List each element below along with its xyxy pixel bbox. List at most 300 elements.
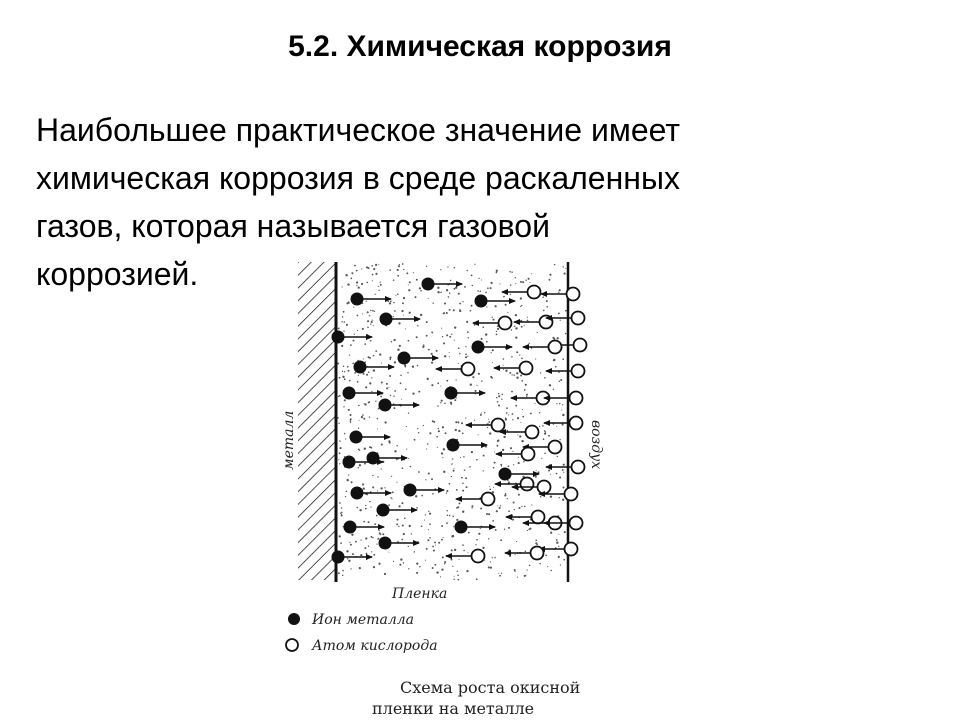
film-dot	[525, 384, 527, 386]
film-dot	[510, 294, 511, 295]
film-dot	[542, 425, 544, 427]
film-dot	[530, 413, 532, 415]
ion-dot	[455, 521, 468, 534]
film-dot	[496, 334, 498, 336]
film-dot	[539, 412, 540, 413]
film-dot	[447, 266, 448, 267]
film-dot	[406, 426, 407, 427]
film-dot	[412, 366, 414, 368]
film-dot	[456, 507, 458, 509]
film-dot	[563, 472, 564, 473]
paragraph-line: химическая коррозия в среде раскаленных	[36, 160, 680, 196]
film-dot	[344, 456, 345, 457]
film-dot	[476, 539, 478, 541]
film-dot	[351, 272, 353, 274]
film-dot	[347, 558, 348, 559]
film-dot	[449, 336, 451, 338]
film-dot	[467, 331, 469, 333]
film-dot	[345, 438, 346, 439]
film-dot	[381, 381, 383, 383]
film-dot	[438, 542, 440, 544]
film-dot	[403, 269, 404, 270]
film-dot	[517, 417, 519, 419]
film-dot	[411, 533, 412, 534]
film-dot	[502, 449, 504, 451]
film-dot	[446, 492, 447, 493]
film-dot	[431, 353, 433, 355]
film-dot	[370, 506, 371, 507]
film-dot	[389, 357, 391, 359]
figure-caption-line2: пленки на металле	[372, 699, 535, 718]
film-dot	[365, 505, 366, 506]
ion-dot	[447, 439, 460, 452]
film-dot	[559, 439, 560, 440]
film-dot	[341, 507, 343, 509]
film-dot	[406, 449, 407, 450]
film-dot	[359, 464, 361, 466]
film-dot	[492, 317, 493, 318]
film-dot	[422, 346, 424, 348]
film-dot	[433, 421, 435, 423]
film-dot	[342, 570, 344, 572]
film-dot	[373, 268, 375, 270]
film-dot	[408, 568, 409, 569]
film-dot	[337, 417, 339, 419]
film-dot	[376, 543, 377, 544]
film-dot	[468, 532, 470, 534]
film-dot	[549, 384, 551, 386]
film-dot	[522, 281, 524, 283]
film-dot	[342, 376, 344, 378]
film-dot	[371, 377, 372, 378]
film-dot	[471, 451, 473, 453]
film-dot	[470, 384, 472, 386]
film-dot	[556, 403, 557, 404]
film-dot	[347, 366, 349, 368]
film-dot	[453, 579, 454, 580]
film-dot	[389, 359, 391, 361]
film-dot	[505, 417, 506, 418]
film-dot	[419, 287, 421, 289]
film-dot	[403, 297, 405, 299]
oxygen-dot	[572, 312, 585, 325]
film-dot	[481, 413, 482, 414]
film-dot	[508, 527, 510, 529]
film-dot	[474, 324, 476, 326]
film-dot	[478, 434, 479, 435]
film-dot	[545, 431, 546, 432]
film-dot	[528, 278, 530, 280]
film-dot	[377, 476, 378, 477]
film-dot	[488, 421, 490, 423]
film-dot	[434, 564, 436, 566]
film-dot	[349, 542, 350, 543]
film-dot	[377, 418, 379, 420]
ion-dot	[445, 387, 458, 400]
film-dot	[556, 539, 558, 541]
film-dot	[354, 333, 355, 334]
film-dot	[373, 554, 375, 556]
film-dot	[559, 497, 560, 498]
film-dot	[451, 549, 453, 551]
oxygen-dot	[570, 417, 583, 430]
film-dot	[500, 283, 501, 284]
film-dot	[525, 279, 526, 280]
oxygen-dot	[499, 317, 512, 330]
film-dot	[372, 486, 374, 488]
film-dot	[398, 265, 400, 267]
film-dot	[353, 340, 355, 342]
oxygen-dot	[462, 363, 475, 376]
film-dot	[503, 358, 505, 360]
film-dot	[453, 470, 455, 472]
film-dot	[438, 430, 440, 432]
film-dot	[464, 469, 466, 471]
film-dot	[393, 561, 394, 562]
film-dot	[564, 273, 566, 275]
film-dot	[453, 468, 454, 469]
ion-dot	[380, 313, 393, 326]
film-dot	[494, 557, 496, 559]
film-dot	[389, 302, 391, 304]
film-dot	[382, 394, 383, 395]
film-dot	[341, 512, 343, 514]
film-dot	[492, 319, 494, 321]
film-dot	[508, 465, 510, 467]
film-dot	[361, 416, 363, 418]
figure-caption-line1: Схема роста окисной	[400, 678, 581, 697]
film-dot	[339, 502, 341, 504]
film-dot	[367, 311, 369, 313]
film-dot	[457, 571, 458, 572]
film-dot	[417, 325, 418, 326]
film-dot	[557, 456, 558, 457]
film-dot	[475, 544, 476, 545]
film-dot	[455, 287, 457, 289]
film-dot	[518, 462, 520, 464]
film-dot	[348, 409, 350, 411]
film-dot	[496, 331, 497, 332]
film-dot	[349, 414, 351, 416]
film-dot	[368, 356, 370, 358]
film-dot	[462, 511, 464, 513]
film-dot	[553, 389, 554, 390]
film-dot	[408, 413, 409, 414]
film-dot	[519, 355, 520, 356]
film-dot	[509, 271, 510, 272]
film-dot	[441, 328, 442, 329]
film-dot	[389, 375, 391, 377]
film-dot	[437, 405, 439, 407]
film-dot	[444, 302, 446, 304]
film-dot	[364, 403, 366, 405]
film-dot	[449, 515, 451, 517]
film-dot	[562, 499, 564, 501]
film-dot	[431, 384, 433, 386]
film-dot	[471, 505, 473, 507]
film-dot	[464, 286, 466, 288]
ion-dot	[332, 331, 345, 344]
film-dot	[488, 566, 490, 568]
film-dot	[525, 551, 527, 553]
film-dot	[407, 372, 408, 373]
film-dot	[549, 274, 551, 276]
film-dot	[560, 379, 562, 381]
film-dot	[465, 417, 466, 418]
film-dot	[366, 374, 368, 376]
film-dot	[526, 396, 527, 397]
film-dot	[346, 491, 348, 493]
film-dot	[514, 326, 515, 327]
film-dot	[440, 386, 441, 387]
film-dot	[469, 466, 471, 468]
film-dot	[454, 326, 456, 328]
oxygen-dot	[492, 419, 505, 432]
film-dot	[446, 522, 448, 524]
film-dot	[358, 428, 359, 429]
film-dot	[350, 418, 352, 420]
film-dot	[408, 289, 410, 291]
film-dot	[340, 447, 342, 449]
film-dot	[529, 528, 531, 530]
film-dot	[508, 414, 509, 415]
film-dot	[535, 359, 536, 360]
film-dot	[406, 272, 408, 274]
film-dot	[371, 551, 372, 552]
film-dot	[516, 377, 518, 379]
film-dot	[378, 264, 379, 265]
ion-dot	[379, 399, 392, 412]
film-dot	[452, 458, 453, 459]
film-dot	[427, 443, 428, 444]
film-dot	[454, 549, 456, 551]
film-dot	[346, 550, 348, 552]
film-dot	[544, 453, 546, 455]
film-dot	[363, 373, 365, 375]
ion-dot	[499, 468, 512, 481]
film-dot	[400, 382, 402, 384]
film-dot	[489, 488, 491, 490]
film-dot	[486, 341, 488, 343]
film-dot	[423, 344, 424, 345]
film-dot	[504, 494, 506, 496]
film-dot	[371, 320, 372, 321]
film-dot	[556, 473, 558, 475]
film-dot	[441, 452, 443, 454]
film-dot	[454, 267, 455, 268]
ion-dot	[351, 293, 364, 306]
film-dot	[346, 302, 348, 304]
film-dot	[516, 541, 517, 542]
film-dot	[412, 392, 414, 394]
film-dot	[352, 553, 354, 555]
oxygen-dot	[526, 426, 539, 439]
film-dot	[394, 310, 396, 312]
film-dot	[493, 487, 494, 488]
oxygen-dot	[482, 493, 495, 506]
film-dot	[498, 404, 500, 406]
film-dot	[338, 396, 339, 397]
film-dot	[500, 539, 502, 541]
film-dot	[450, 403, 452, 405]
paragraph-line: коррозией.	[36, 256, 199, 292]
film-dot	[366, 301, 367, 302]
film-dot	[348, 560, 350, 562]
film-dot	[414, 439, 416, 441]
film-dot	[459, 353, 460, 354]
film-dot	[339, 535, 341, 537]
film-dot	[485, 333, 487, 335]
film-dot	[428, 349, 430, 351]
film-dot	[357, 330, 358, 331]
film-dot	[370, 310, 371, 311]
film-dot	[437, 291, 439, 293]
film-dot	[513, 374, 515, 376]
film-dot	[420, 290, 422, 292]
oxygen-dot	[528, 286, 541, 299]
ion-dot	[377, 504, 390, 517]
film-dot	[485, 292, 487, 294]
film-dot	[461, 422, 463, 424]
film-dot	[519, 435, 521, 437]
film-dot	[389, 368, 390, 369]
film-dot	[480, 528, 481, 529]
film-dot	[467, 552, 468, 553]
film-dot	[408, 458, 409, 459]
film-dot	[453, 309, 455, 311]
film-dot	[511, 374, 512, 375]
film-dot	[452, 516, 454, 518]
film-dot	[393, 279, 395, 281]
film-dot	[363, 521, 365, 523]
film-dot	[565, 333, 567, 335]
film-dot	[373, 325, 374, 326]
film-dot	[449, 309, 451, 311]
film-dot	[408, 546, 409, 547]
film-dot	[367, 320, 369, 322]
film-dot	[511, 271, 513, 273]
film-dot	[379, 532, 381, 534]
film-dot	[428, 472, 430, 474]
film-dot	[541, 458, 542, 459]
film-dot	[358, 287, 360, 289]
film-dot	[457, 575, 459, 577]
film-dot	[354, 265, 356, 267]
film-dot	[393, 302, 394, 303]
film-dot	[415, 495, 417, 497]
film-dot	[402, 525, 404, 527]
film-dot	[424, 520, 425, 521]
film-dot	[445, 432, 447, 434]
film-dot	[442, 556, 444, 558]
film-dot	[521, 326, 523, 328]
film-dot	[518, 494, 520, 496]
film-dot	[353, 307, 354, 308]
film-dot	[340, 513, 341, 514]
film-dot	[484, 560, 485, 561]
film-dot	[558, 292, 559, 293]
film-dot	[366, 553, 368, 555]
film-dot	[344, 378, 346, 380]
film-dot	[521, 506, 522, 507]
ion-dot	[351, 487, 364, 500]
oxygen-dot	[572, 461, 585, 474]
film-dot	[381, 443, 383, 445]
oxygen-dot	[472, 550, 485, 563]
film-dot	[444, 563, 445, 564]
film-dot	[372, 274, 374, 276]
film-dot	[369, 501, 370, 502]
film-dot	[474, 390, 476, 392]
film-dot	[419, 566, 421, 568]
film-dot	[461, 477, 463, 479]
film-dot	[379, 353, 381, 355]
film-dot	[499, 575, 501, 577]
film-dot	[391, 476, 392, 477]
film-dot	[391, 498, 392, 499]
film-dot	[393, 407, 395, 409]
film-dot	[556, 426, 557, 427]
film-dot	[417, 365, 419, 367]
film-dot	[386, 383, 388, 385]
film-dot	[518, 507, 520, 509]
film-dot	[548, 469, 550, 471]
film-dot	[414, 551, 416, 553]
film-dot	[455, 379, 456, 380]
oxygen-dot	[565, 543, 578, 556]
film-dot	[460, 457, 461, 458]
film-dot	[459, 559, 460, 560]
film-dot	[437, 382, 439, 384]
film-dot	[381, 468, 382, 469]
film-dot	[443, 342, 445, 344]
film-dot	[376, 515, 378, 517]
film-dot	[563, 464, 565, 466]
film-dot	[518, 457, 519, 458]
film-dot	[513, 464, 514, 465]
film-dot	[436, 350, 438, 352]
air-label: воздух	[588, 420, 604, 470]
film-dot	[428, 529, 429, 530]
film-dot	[374, 294, 375, 295]
film-dot	[478, 373, 480, 375]
film-dot	[558, 313, 560, 315]
film-dot	[369, 446, 371, 448]
film-dot	[512, 519, 514, 521]
film-dot	[441, 568, 443, 570]
film-dot	[559, 476, 561, 478]
film-dot	[388, 552, 389, 553]
film-dot	[490, 561, 491, 562]
film-dot	[466, 270, 468, 272]
film-dot	[515, 336, 517, 338]
film-dot	[426, 548, 428, 550]
film-dot	[534, 403, 535, 404]
film-dot	[446, 334, 448, 336]
film-dot	[443, 448, 445, 450]
film-dot	[365, 508, 367, 510]
film-dot	[535, 540, 537, 542]
film-dot	[509, 555, 511, 557]
film-dot	[338, 572, 340, 574]
film-dot	[384, 487, 385, 488]
legend-oxygen-icon	[286, 639, 298, 651]
film-dot	[446, 510, 447, 511]
film-dot	[359, 509, 361, 511]
film-dot	[543, 310, 545, 312]
film-dot	[390, 300, 392, 302]
film-dot	[429, 513, 431, 515]
